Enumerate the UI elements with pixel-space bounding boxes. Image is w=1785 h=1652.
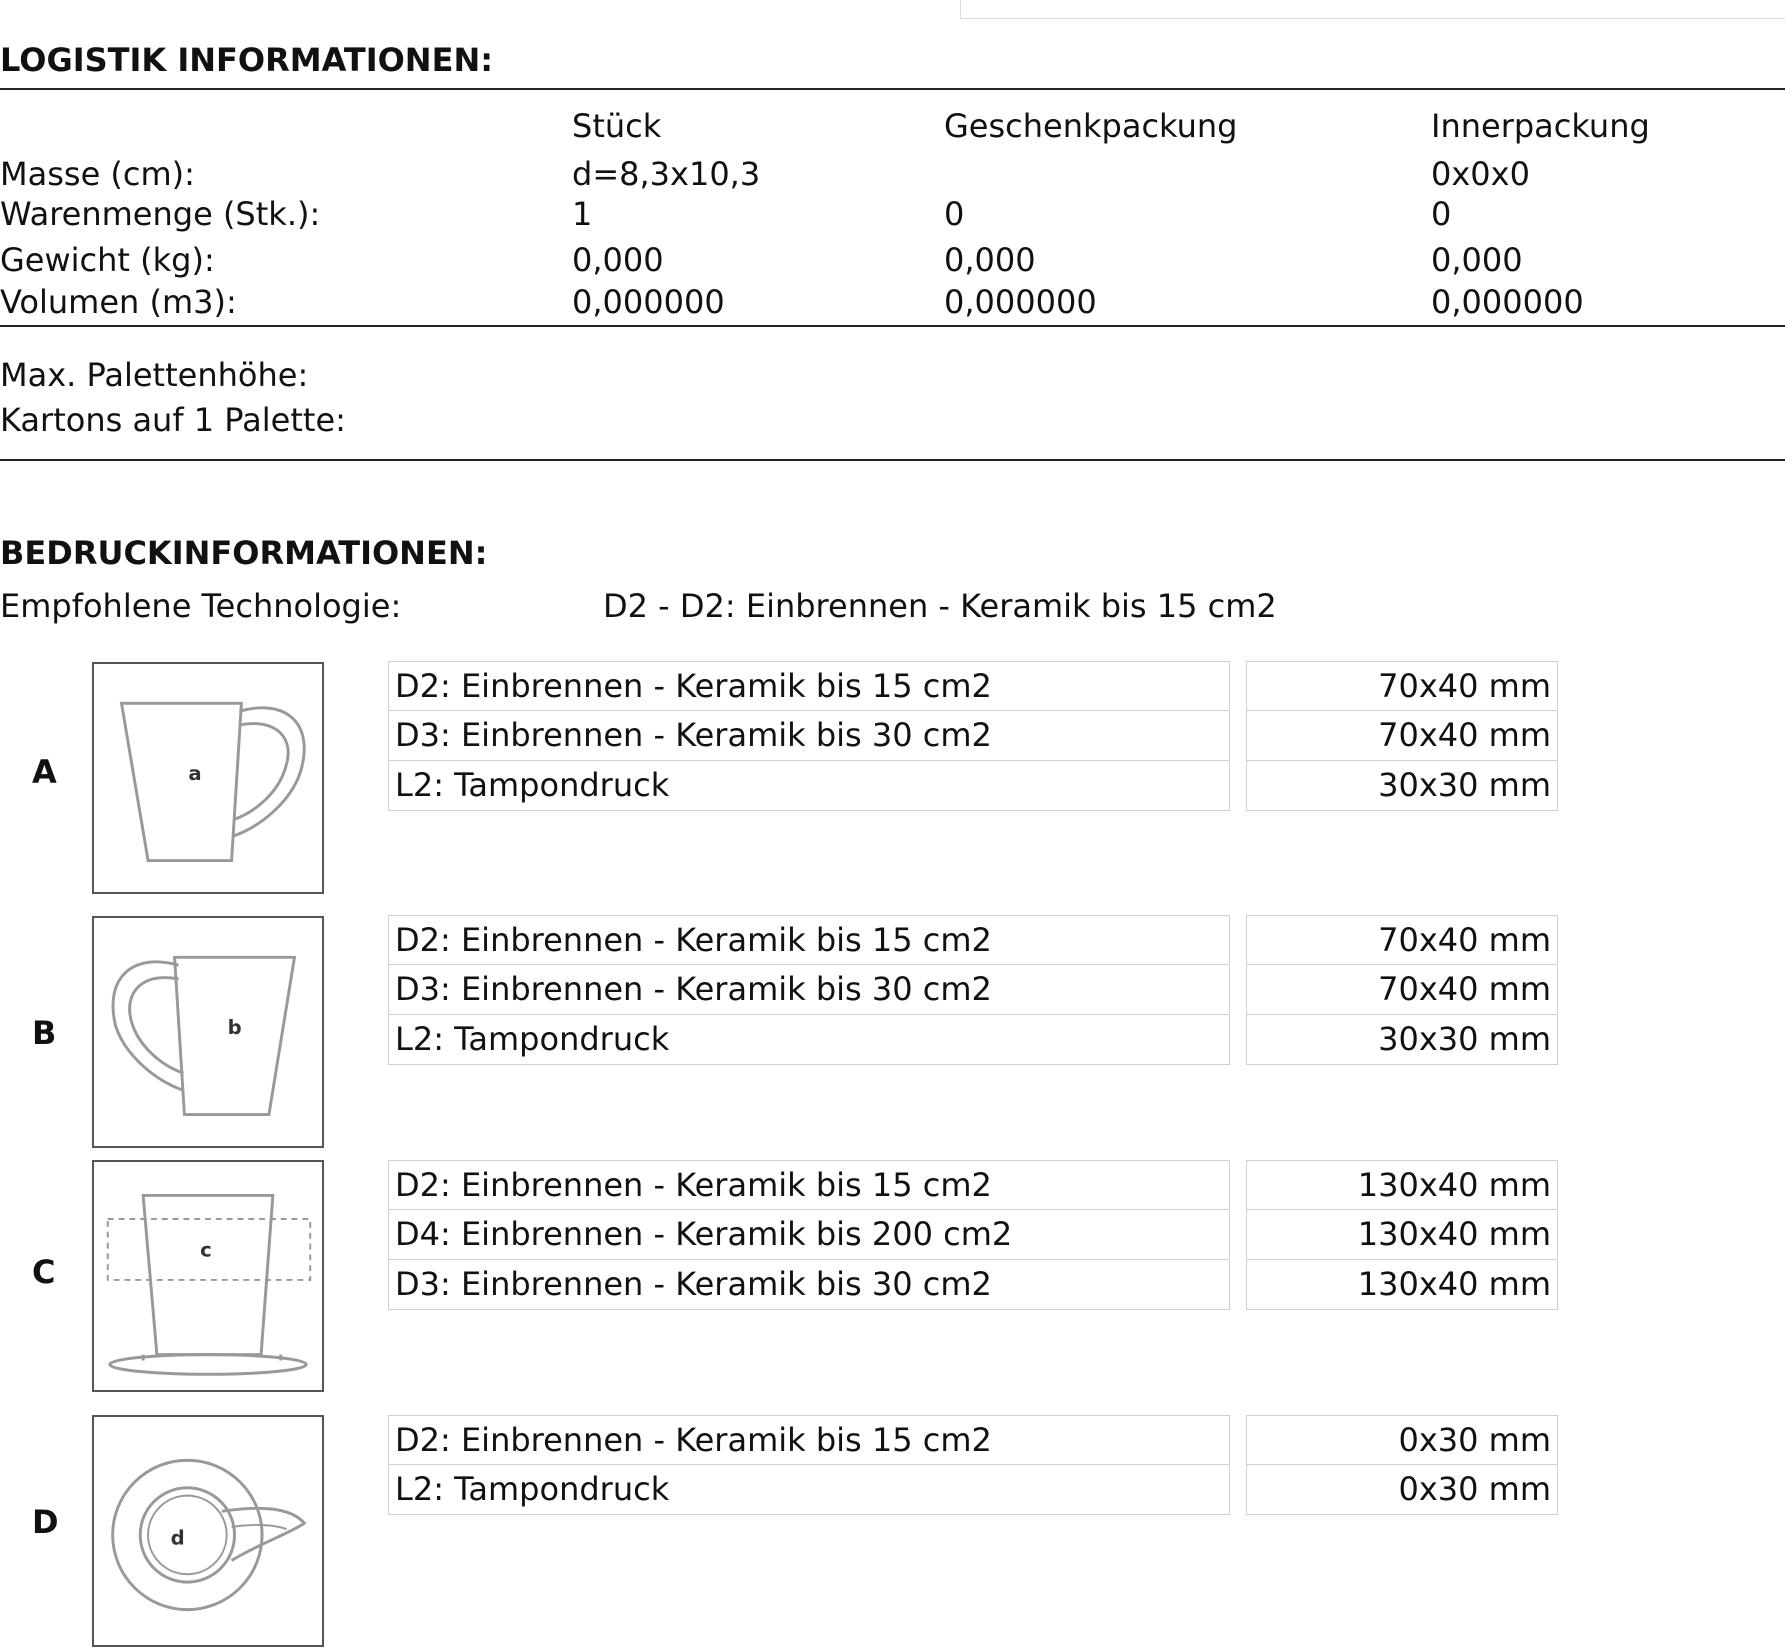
top-frame: [960, 0, 1785, 19]
row-label-quantity: Warenmenge (Stk.):: [0, 195, 321, 233]
print-option-size: 0x30 mm: [1246, 1465, 1558, 1515]
position-letter-d: D: [32, 1503, 59, 1541]
print-position-image-d: [92, 1415, 324, 1647]
print-option-size: 70x40 mm: [1246, 661, 1558, 711]
print-option-name: D2: Einbrennen - Keramik bis 15 cm2: [388, 661, 1230, 711]
print-position-image-c: [92, 1160, 324, 1392]
recommended-technology-value: D2 - D2: Einbrennen - Keramik bis 15 cm2: [603, 587, 1277, 625]
print-option-name: D2: Einbrennen - Keramik bis 15 cm2: [388, 1160, 1230, 1210]
print-option-name: D4: Einbrennen - Keramik bis 200 cm2: [388, 1210, 1230, 1260]
print-option-name: L2: Tampondruck: [388, 761, 1230, 811]
volume-piece: 0,000000: [572, 283, 725, 321]
print-option-name: D3: Einbrennen - Keramik bis 30 cm2: [388, 965, 1230, 1015]
svg-text:c: c: [200, 1238, 212, 1262]
logistics-bottom-rule: [0, 459, 1785, 461]
print-option-name: D3: Einbrennen - Keramik bis 30 cm2: [388, 711, 1230, 761]
row-label-volume: Volumen (m3):: [0, 283, 237, 321]
print-option-name: L2: Tampondruck: [388, 1015, 1230, 1065]
logistics-middle-rule: [0, 325, 1785, 327]
print-option-name: L2: Tampondruck: [388, 1465, 1230, 1515]
cartons-per-pallet-label: Kartons auf 1 Palette:: [0, 401, 346, 439]
print-option-size: 30x30 mm: [1246, 1015, 1558, 1065]
weight-piece: 0,000: [572, 241, 664, 279]
svg-text:a: a: [188, 761, 202, 785]
logistics-heading: LOGISTIK INFORMATIONEN:: [0, 41, 494, 79]
print-position-image-a: [92, 662, 324, 894]
row-label-dimensions: Masse (cm):: [0, 155, 195, 193]
column-header-inner-pack: Innerpackung: [1431, 107, 1650, 145]
volume-inner-pack: 0,000000: [1431, 283, 1584, 321]
position-letter-c: C: [32, 1253, 56, 1291]
print-option-size: 70x40 mm: [1246, 965, 1558, 1015]
print-option-name: D3: Einbrennen - Keramik bis 30 cm2: [388, 1260, 1230, 1310]
dimensions-piece: d=8,3x10,3: [572, 155, 761, 193]
print-position-image-b: [92, 916, 324, 1148]
row-label-weight: Gewicht (kg):: [0, 241, 215, 279]
quantity-piece: 1: [572, 195, 593, 233]
cup-handle-left-icon: [94, 918, 322, 1146]
svg-text:b: b: [227, 1015, 242, 1039]
dimensions-inner-pack: 0x0x0: [1431, 155, 1530, 193]
logistics-top-rule: [0, 88, 1785, 90]
weight-inner-pack: 0,000: [1431, 241, 1523, 279]
recommended-technology-label: Empfohlene Technologie:: [0, 587, 402, 625]
print-option-name: D2: Einbrennen - Keramik bis 15 cm2: [388, 915, 1230, 965]
print-option-name: D2: Einbrennen - Keramik bis 15 cm2: [388, 1415, 1230, 1465]
volume-gift-box: 0,000000: [944, 283, 1097, 321]
cup-top-view-icon: [94, 1417, 322, 1645]
print-option-size: 130x40 mm: [1246, 1160, 1558, 1210]
svg-text:d: d: [170, 1526, 185, 1550]
print-option-size: 130x40 mm: [1246, 1210, 1558, 1260]
pallet-height-label: Max. Palettenhöhe:: [0, 356, 309, 394]
weight-gift-box: 0,000: [944, 241, 1036, 279]
quantity-gift-box: 0: [944, 195, 965, 233]
print-option-size: 130x40 mm: [1246, 1260, 1558, 1310]
position-letter-a: A: [32, 753, 57, 791]
print-option-size: 0x30 mm: [1246, 1415, 1558, 1465]
printing-heading: BEDRUCKINFORMATIONEN:: [0, 534, 488, 572]
quantity-inner-pack: 0: [1431, 195, 1452, 233]
print-option-size: 70x40 mm: [1246, 711, 1558, 761]
column-header-gift-box: Geschenkpackung: [944, 107, 1238, 145]
cup-handle-right-icon: [94, 664, 322, 892]
position-letter-b: B: [32, 1014, 57, 1052]
print-option-size: 70x40 mm: [1246, 915, 1558, 965]
cup-on-saucer-wrap-icon: [94, 1162, 322, 1390]
column-header-piece: Stück: [572, 107, 662, 145]
print-option-size: 30x30 mm: [1246, 761, 1558, 811]
